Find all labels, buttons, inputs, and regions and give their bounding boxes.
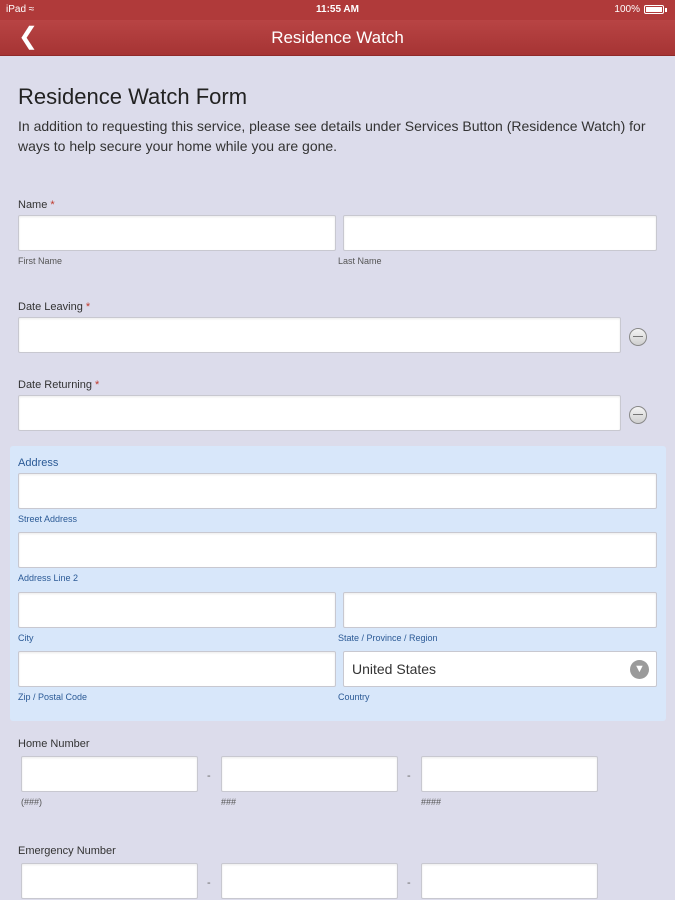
country-sublabel: Country (338, 692, 370, 702)
prefix-sublabel: ### (221, 797, 237, 807)
emergency-area-code-input[interactable] (21, 863, 198, 899)
date-returning-label (18, 379, 99, 391)
date-returning-label-text: Date Returning (18, 379, 92, 391)
calendar-icon[interactable] (629, 406, 647, 424)
chevron-down-icon: ▼ (630, 660, 649, 679)
first-name-input[interactable] (18, 215, 336, 251)
navigation-bar (0, 20, 675, 56)
last-name-sublabel: Last Name (338, 256, 382, 266)
status-time: 11:55 AM (316, 4, 359, 15)
intro-text: In addition to requesting this service, please see details under Services Button (Residence Watch) for ways to help secure your home while you are gone. (18, 118, 646, 154)
name-label (18, 199, 55, 211)
page-title: Residence Watch Form (18, 84, 248, 109)
date-returning-input[interactable] (18, 395, 621, 431)
separator: - (207, 877, 211, 889)
last-name-input[interactable] (343, 215, 657, 251)
date-leaving-input[interactable] (18, 317, 621, 353)
first-name-sublabel: First Name (18, 256, 63, 266)
chevron-left-icon: ❮ (18, 23, 39, 50)
emergency-prefix-input[interactable] (221, 863, 398, 899)
separator: - (407, 770, 411, 782)
emergency-number-label: Emergency Number (18, 845, 116, 857)
battery-percent: 100% (614, 4, 640, 15)
country-select[interactable] (343, 651, 657, 687)
home-number-label: Home Number (18, 738, 90, 750)
wifi-icon: ≈ (28, 4, 35, 15)
battery-icon (644, 5, 664, 14)
city-sublabel: City (18, 633, 34, 643)
address-label: Address (18, 457, 59, 469)
home-area-code-input[interactable] (21, 756, 198, 792)
state-sublabel: State / Province / Region (338, 633, 438, 643)
emergency-line-input[interactable] (421, 863, 598, 899)
zip-sublabel: Zip / Postal Code (18, 692, 88, 702)
date-leaving-label-text: Date Leaving (18, 301, 83, 313)
device-label: iPad ≈ (6, 4, 35, 15)
calendar-icon[interactable] (629, 328, 647, 346)
line-sublabel: #### (421, 797, 442, 807)
address-line2-sublabel: Address Line 2 (18, 573, 79, 583)
name-label-text: Name (18, 199, 48, 211)
state-input[interactable] (343, 592, 657, 628)
country-value: United States (352, 661, 437, 677)
area-code-sublabel: (###) (21, 797, 43, 807)
date-leaving-label (18, 301, 90, 313)
home-prefix-input[interactable] (221, 756, 398, 792)
required-mark: * (85, 301, 91, 313)
nav-title: Residence Watch (271, 28, 404, 47)
home-line-input[interactable] (421, 756, 598, 792)
zip-input[interactable] (18, 651, 336, 687)
status-bar (0, 0, 675, 20)
separator: - (207, 770, 211, 782)
address-line2-input[interactable] (18, 532, 657, 568)
required-mark: * (95, 379, 100, 391)
street-address-sublabel: Street Address (18, 514, 78, 524)
separator: - (407, 877, 411, 889)
street-address-input[interactable] (18, 473, 657, 509)
battery-status (614, 4, 667, 15)
city-input[interactable] (18, 592, 336, 628)
required-mark: * (50, 199, 55, 211)
address-section (10, 446, 666, 721)
battery-tip (665, 8, 667, 12)
